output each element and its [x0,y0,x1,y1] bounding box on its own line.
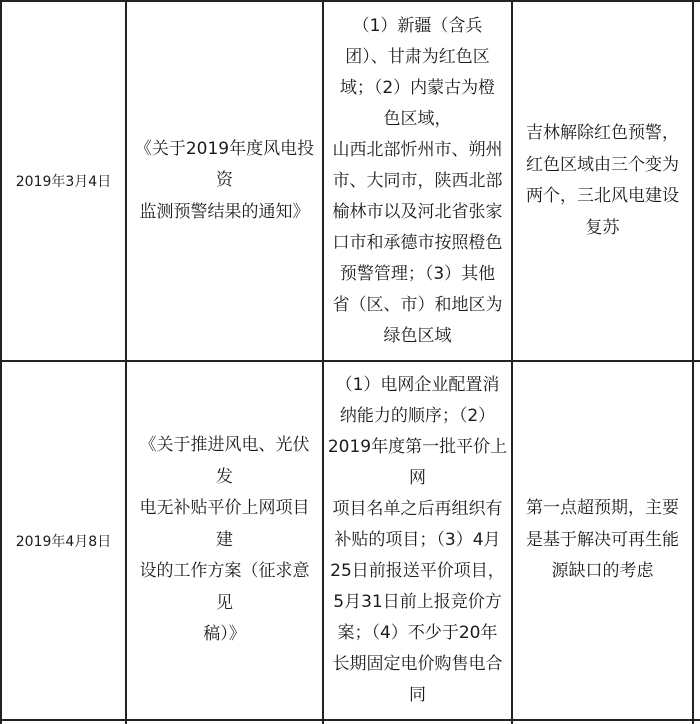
content-line: （1）电网企业配置消 [335,375,500,395]
content-line: 省（区、市）和地区为 [332,294,503,315]
content-line: 绿色区域 [383,325,452,346]
table-border-bottom [0,719,700,721]
content-line: 榆林市以及河北省张家 [332,201,503,222]
column-divider [692,0,694,724]
content-line: 网 [409,468,426,488]
content-line: 域；（2）内蒙古为橙 [339,77,496,98]
content-line: 项目名单之后再组织有 [332,499,503,519]
content-line: 案；（4）不少于20年 [337,623,498,643]
comment-line: 两个，三北风电建设 [526,186,679,206]
content-line: 长期固定电价购售电合 [332,654,503,674]
policy-content-cell [324,2,511,360]
content-line: 5月31日前上报竞价方 [333,592,502,612]
content-line: 纳能力的顺序；（2） [339,406,496,426]
content-line: 预警管理；（3）其他 [339,263,496,284]
content-line: 山西北部忻州市、朔州 [332,139,503,160]
comment-cell [513,2,692,360]
comment-line: 红色区域由三个变为 [526,154,679,175]
content-line: 团）、甘肃为红色区 [345,46,490,67]
document-title-line: 电无补贴平价上网项目 [139,498,310,519]
document-title-line: 建 [216,529,233,550]
document-title-cell [127,2,322,360]
document-title-line: 监测预警结果的通知》 [139,201,310,222]
document-title-line: 《关于2019年度风电投 [134,138,315,159]
comment-line: 是基于解决可再生能 [526,529,679,550]
comment-line: 吉林解除红色预警， [526,123,679,143]
document-title-line: 资 [216,170,233,191]
comment-line: 复苏 [585,217,620,238]
document-title-cell [127,362,322,719]
comment-line: 源缺口的考虑 [551,561,654,582]
document-title-line: 设的工作方案（征求意 [139,561,310,582]
content-line: 2019年度第一批平价上 [327,437,508,457]
date-cell [2,362,125,719]
content-line: （1）新疆（含兵 [352,15,483,36]
content-line: 市、大同市，陕西北部 [332,170,503,191]
content-line: 口市和承德市按照橙色 [332,232,503,253]
date-text: 2019年4月8日 [15,533,112,550]
comment-line: 第一点超预期，主要 [526,498,679,519]
content-line: 同 [409,685,426,705]
date-cell [2,2,125,360]
comment-cell [513,362,692,719]
content-line: 补贴的项目；（3）4月 [334,530,501,550]
document-title-line: 《关于推进风电、光伏 [139,435,310,456]
policy-content-cell [324,362,511,719]
document-title-line: 见 [216,592,233,613]
document-title-line: 发 [216,466,233,487]
content-line: 色区域， [383,108,452,129]
document-title-line: 稿）》 [203,624,246,645]
content-line: 25日前报送平价项目， [330,561,505,581]
date-text: 2019年3月4日 [15,174,112,190]
